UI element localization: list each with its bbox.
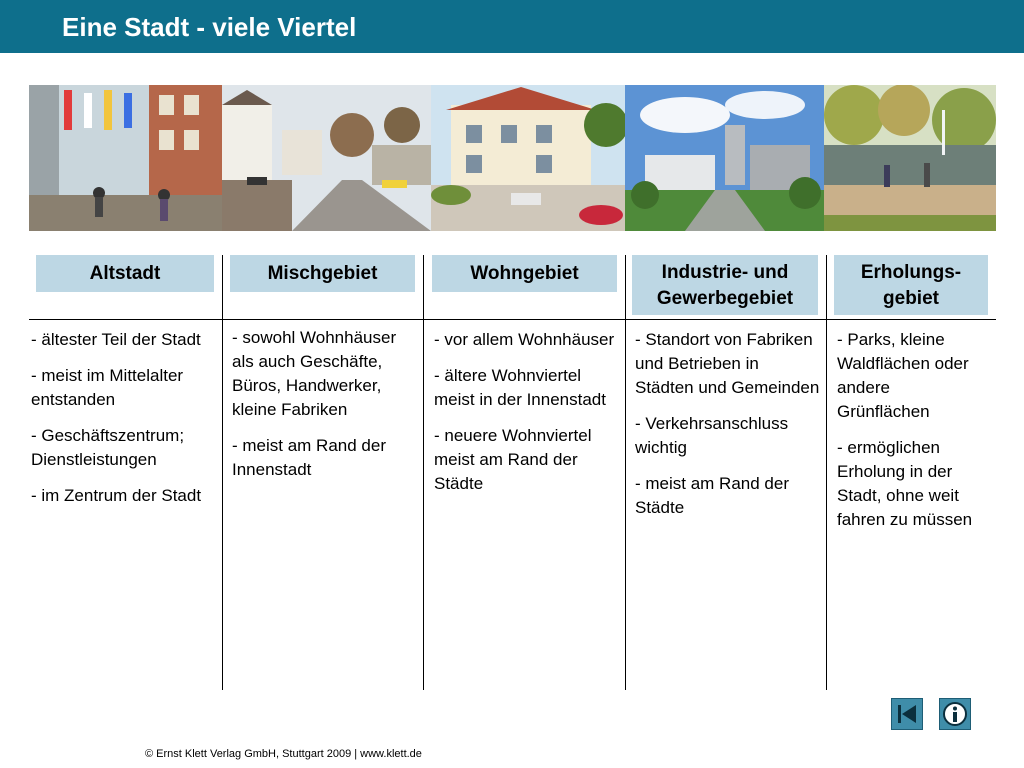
list-item: - ältere Wohnviertel meist in der Innenstadt bbox=[434, 366, 606, 409]
heading-altstadt: Altstadt bbox=[36, 255, 214, 292]
page-title: Eine Stadt - viele Viertel bbox=[62, 12, 357, 42]
column-industrie-gewerbegebiet bbox=[635, 328, 821, 532]
copyright-footer: © Ernst Klett Verlag GmbH, Stuttgart 2009 | www.klett.de bbox=[145, 748, 422, 760]
column-divider bbox=[222, 255, 223, 690]
list-item: - meist im Mittelalter entstanden bbox=[31, 366, 184, 409]
list-item: - vor allem Wohnhäuser bbox=[434, 330, 615, 349]
list-item: - Standort von Fabriken und Betrieben in Städten und Gemeinden bbox=[635, 330, 820, 397]
column-wohngebiet bbox=[434, 328, 620, 508]
list-item: - meist am Rand der Städte bbox=[635, 474, 789, 517]
photo-mischgebiet-street bbox=[222, 85, 431, 231]
photo-erholungsgebiet-park-pond bbox=[824, 85, 996, 231]
list-item: - meist am Rand der Innenstadt bbox=[232, 436, 386, 479]
title-bar bbox=[0, 0, 1024, 53]
photo-wohngebiet-houses bbox=[431, 85, 625, 231]
heading-wohngebiet: Wohngebiet bbox=[432, 255, 617, 292]
list-item: - im Zentrum der Stadt bbox=[31, 486, 202, 505]
heading-industrie-gewerbegebiet: Industrie- und Gewerbegebiet bbox=[632, 255, 818, 315]
column-divider bbox=[826, 255, 827, 690]
heading-mischgebiet: Mischgebiet bbox=[230, 255, 415, 292]
first-page-icon bbox=[892, 699, 922, 729]
list-item: - Verkehrsanschluss wichtig bbox=[635, 414, 789, 457]
info-icon bbox=[940, 699, 970, 729]
list-item: - Parks, kleine Waldflächen oder andere Grünflächen bbox=[837, 330, 969, 421]
list-item: - sowohl Wohnhäuser als auch Geschäfte, Büros, Handwerker, kleine Fabriken bbox=[232, 328, 397, 419]
list-item: - ermöglichen Erholung in der Stadt, ohne weit fahren zu müssen bbox=[837, 438, 973, 529]
column-mischgebiet bbox=[232, 326, 414, 494]
photo-altstadt-pedestrian-street bbox=[29, 85, 222, 231]
column-erholungsgebiet bbox=[837, 328, 987, 544]
column-divider bbox=[423, 255, 424, 690]
photo-strip bbox=[29, 85, 996, 231]
list-item: - ältester Teil der Stadt bbox=[31, 330, 201, 349]
list-item: - neuere Wohnviertel meist am Rand der Städte bbox=[434, 426, 592, 493]
heading-erholungsgebiet: Erholungs-gebiet bbox=[834, 255, 988, 315]
photo-industriegebiet-factories bbox=[625, 85, 824, 231]
back-to-start-button[interactable] bbox=[891, 698, 923, 730]
column-altstadt bbox=[31, 328, 216, 520]
list-item: - Geschäftszentrum; Dienstleistungen bbox=[31, 426, 185, 469]
info-button[interactable] bbox=[939, 698, 971, 730]
column-divider bbox=[625, 255, 626, 690]
header-divider bbox=[29, 319, 996, 320]
